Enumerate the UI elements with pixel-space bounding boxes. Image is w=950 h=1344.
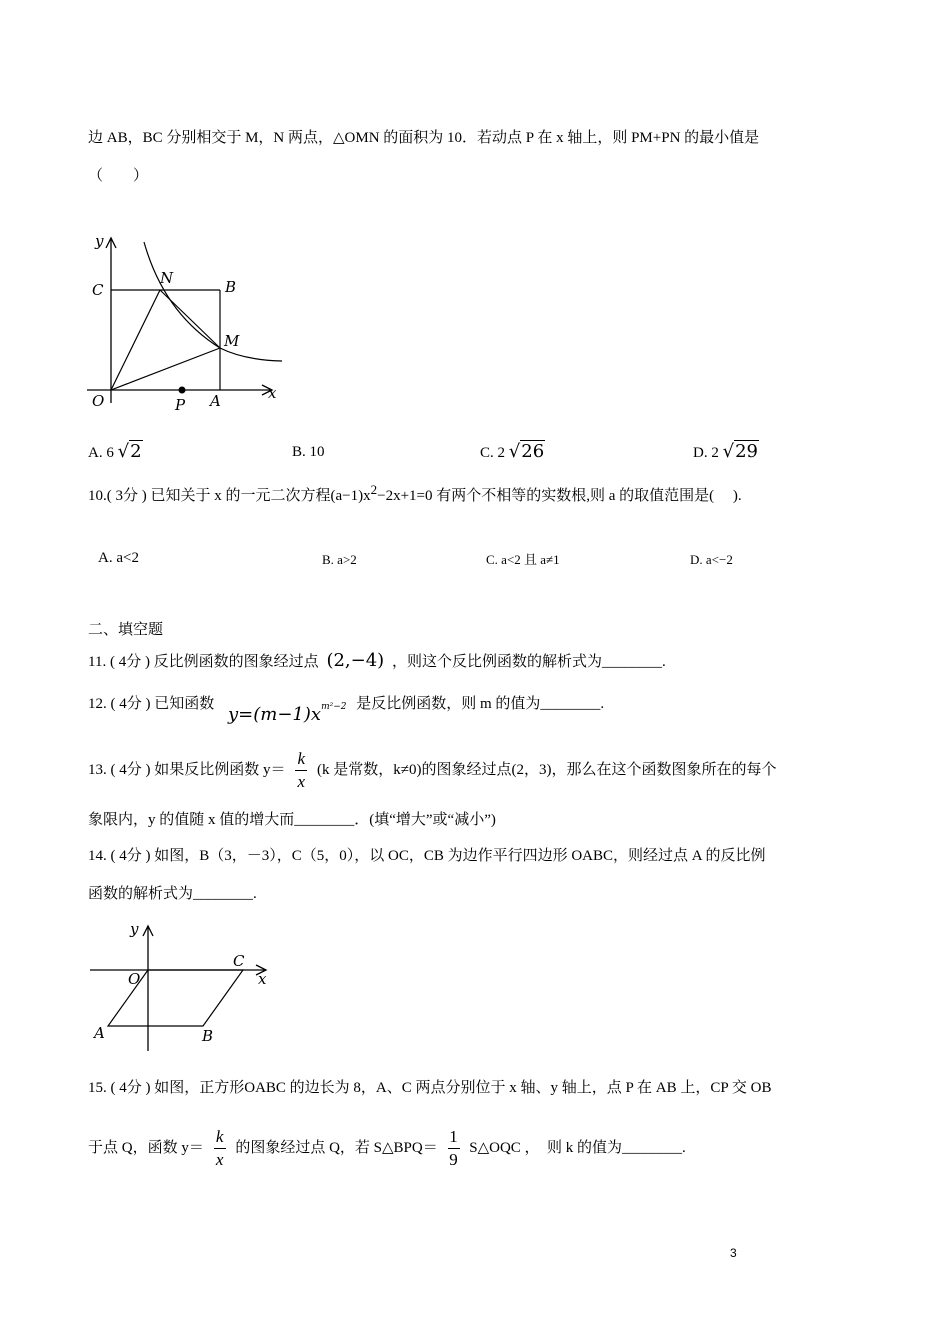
- q10-option-b[interactable]: B. a>2: [322, 552, 357, 567]
- q10-stem: 10.( 3分 ) 已知关于 x 的一元二次方程$(a-1)x^2-2x+1=0$ 有两个不相等的实数根,则 a 的取值范围是( ).: [88, 482, 742, 504]
- sqrt-symbol: √29: [722, 441, 758, 462]
- q9-line1: 边 AB，BC 分别相交于 M，N 两点，△OMN 的面积为 10．若动点 P 在 x 轴上，则 PM+PN 的最小值是: [88, 130, 760, 146]
- q15-line2: 于点 Q，函数 y＝ $\frac{k}{x}$ 的图象经过点 Q，若 S△BPQ＝ $\frac{1}{9}$ S△OQC ， 则 k 的值为________.: [88, 1127, 686, 1170]
- q9-line2: （ ）: [88, 168, 149, 184]
- q14-figure: [86, 918, 276, 1058]
- q9-label-x: x: [268, 384, 277, 402]
- q10-option-a[interactable]: A. a<2: [98, 550, 139, 566]
- q15-fraction-k-x: $\frac{k}{x}$: [214, 1126, 226, 1171]
- q10-option-c[interactable]: C. a<2 且 a≠1: [486, 552, 560, 567]
- q14-label-c: C: [233, 952, 245, 970]
- sqrt-symbol: √2: [117, 441, 142, 462]
- q9-option-a[interactable]: A. 6 √2: [88, 441, 142, 462]
- q11: 11. ( 4分 ) 反比例函数的图象经过点 (2,−4) ，则这个反比例函数的解析式为________.: [88, 650, 666, 671]
- q9-option-b[interactable]: B. 10: [292, 444, 325, 460]
- q10-option-d[interactable]: D. a<−2: [690, 552, 733, 567]
- q14-label-b: B: [202, 1027, 214, 1045]
- q9-label-c: C: [92, 281, 104, 299]
- q15-fraction-1-9: $\frac{1}{9}$: [449, 1127, 458, 1170]
- q9-option-c[interactable]: C. 2 √26: [480, 441, 545, 462]
- q12-formula: $y=(m-1)x^{m^2-2}$: [228, 702, 347, 725]
- q15-line1: 15. ( 4分 ) 如图，正方形OABC 的边长为 8，A、C 两点分别位于 x 轴、y 轴上，点 P 在 AB 上，CP 交 OB: [88, 1080, 772, 1096]
- q9-option-d[interactable]: D. 2 √29: [693, 441, 758, 462]
- q14-line1: 14. ( 4分 ) 如图，B（3，－3），C（5，0），以 OC，CB 为边作平行四边形 OABC，则经过点 A 的反比例: [88, 848, 766, 864]
- q9-label-n: N: [160, 269, 174, 287]
- q13-line1: 13. ( 4分 ) 如果反比例函数 y＝ $\frac{k}{x}$ (k 是常数，k≠0)的图象经过点(2，3)，那么在这个函数图象所在的每个: [88, 749, 777, 792]
- sqrt-symbol: √26: [508, 441, 545, 462]
- q9-hyperbola: [144, 242, 282, 361]
- q13-fraction: $\frac{k}{x}$: [295, 748, 307, 793]
- q14-label-x: x: [258, 970, 267, 988]
- section-heading: 二、填空题: [88, 622, 164, 638]
- page-number: 3: [730, 1246, 737, 1260]
- q9-point-p: [179, 387, 186, 394]
- q9-label-o: O: [92, 392, 105, 410]
- q14-label-a: A: [94, 1024, 105, 1042]
- q9-label-a: A: [210, 392, 221, 410]
- q11-point: (2,−4): [326, 650, 385, 671]
- q9-figure: [84, 228, 294, 418]
- q13-line2: 象限内，y 的值随 x 值的增大而________．(填“增大”或“减小”): [88, 812, 496, 828]
- q9-label-y: y: [95, 232, 104, 250]
- q9-label-m: M: [224, 332, 240, 350]
- q14-line2: 函数的解析式为________.: [88, 886, 257, 902]
- q12: 12. ( 4分 ) 已知函数 $y=(m-1)x^{m^2-2}$ 是反比例函数，则 m 的值为________.: [88, 696, 605, 725]
- q9-label-p: P: [175, 396, 186, 414]
- q14-label-o: O: [128, 970, 141, 988]
- q9-label-b: B: [225, 278, 237, 296]
- q14-label-y: y: [130, 920, 139, 938]
